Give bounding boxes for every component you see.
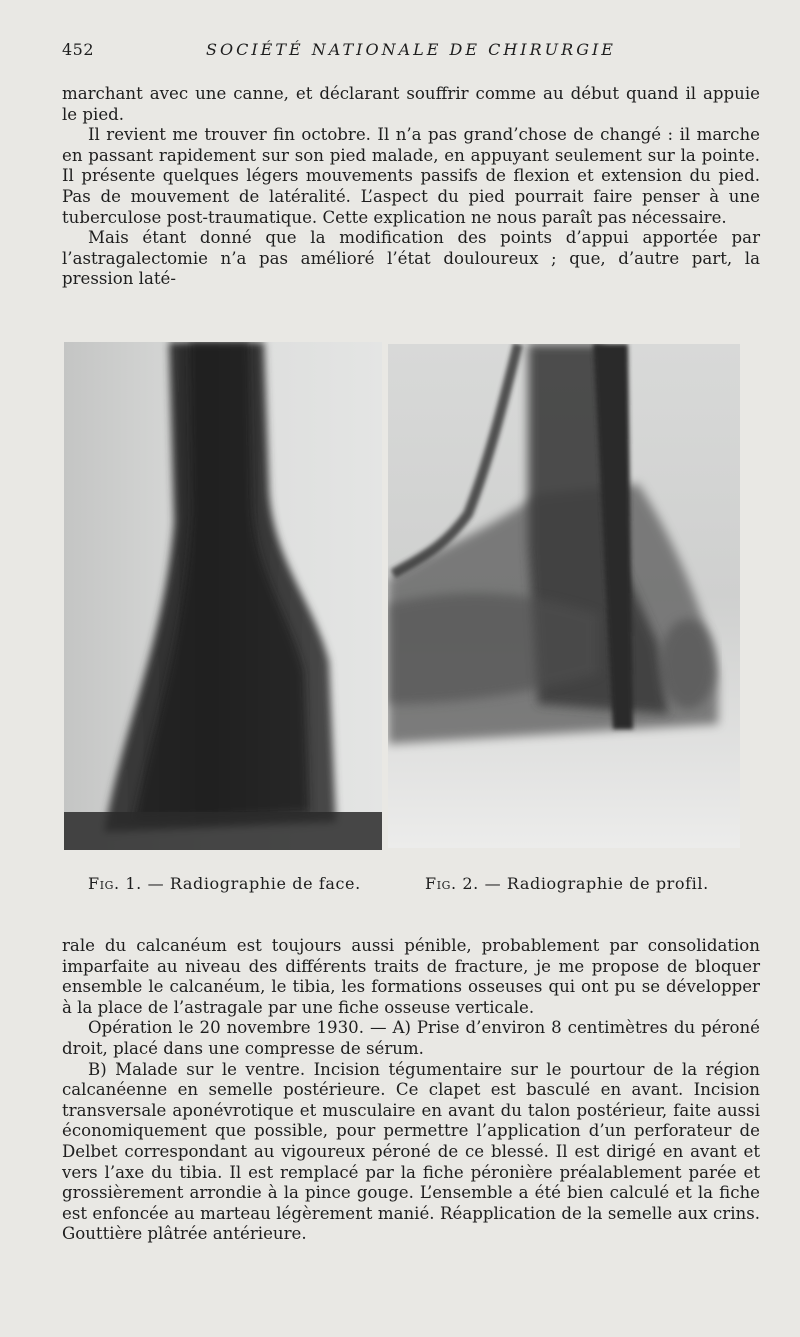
top-text-block bbox=[62, 84, 760, 290]
paragraph: Il revient me trouver fin octobre. Il n’a pas grand’chose de changé : il marche en passant rapidement sur son pied malade, en appuyant seulement sur la pointe. Il présente quelques légers mouvements passifs de flexion et extension du pied. Pas de mouvement de latéralité. L’aspect du pied pourrait faire penser à une tuberculose post-traumatique. Cette explication ne nous paraît pas nécessaire. bbox=[62, 125, 760, 227]
paragraph: B) Malade sur le ventre. Incision tégumentaire sur le pourtour de la région calcanéenne en semelle postérieure. Ce clapet est basculé en avant. Incision transversale aponévrotique et musculaire en avant du talon postérieur, faite aussi économiquement que possible, pour permettre l’application d’un perforateur de Delbet correspondant au vigoureux péroné de ce blessé. Il est dirigé en avant et vers l’axe du tibia. Il est remplacé par la fiche péronière préalablement parée et grossièrement arrondie à la pince gouge. L’ensemble a été bien calculé et la fiche est enfoncée au marteau légèrement manié. Réapplication de la semelle aux crins. Gouttière plâtrée antérieure. bbox=[62, 1059, 760, 1244]
paragraph: rale du calcanéum est toujours aussi pénible, probablement par consolidation imparfaite au niveau des différents traits de fracture, je me propose de bloquer ensemble le calcanéum, le tibia, les formations osseuses qui ont pu se développer à la place de l’astragale par une fiche osseuse verticale. bbox=[62, 936, 760, 1017]
bottom-text-block bbox=[62, 936, 760, 1245]
radiograph-profile-image bbox=[388, 344, 740, 848]
running-title: SOCIÉTÉ NATIONALE DE CHIRURGIE bbox=[206, 40, 616, 59]
page-number: 452 bbox=[62, 40, 95, 59]
radiograph-face-image bbox=[64, 342, 382, 850]
paragraph: Opération le 20 novembre 1930. — A) Prise d’environ 8 centimètres du péroné droit, placé dans une compresse de sérum. bbox=[62, 1018, 760, 1058]
figure-label: Fig. 2. bbox=[425, 874, 479, 893]
figure-2-caption bbox=[425, 874, 709, 893]
paragraph: Mais étant donné que la modification des points d’appui apportée par l’astragalectomie n’a pas amélioré l’état douloureux ; que, d’autre part, la pression laté- bbox=[62, 228, 760, 289]
figure-1-caption bbox=[88, 874, 361, 893]
figure-caption-text: — Radiographie de profil. bbox=[484, 874, 709, 893]
figure-caption-text: — Radiographie de face. bbox=[147, 874, 361, 893]
page-header bbox=[62, 40, 760, 62]
paragraph: marchant avec une canne, et déclarant souffrir comme au début quand il appuie le pied. bbox=[62, 84, 760, 124]
figure-label: Fig. 1. bbox=[88, 874, 142, 893]
